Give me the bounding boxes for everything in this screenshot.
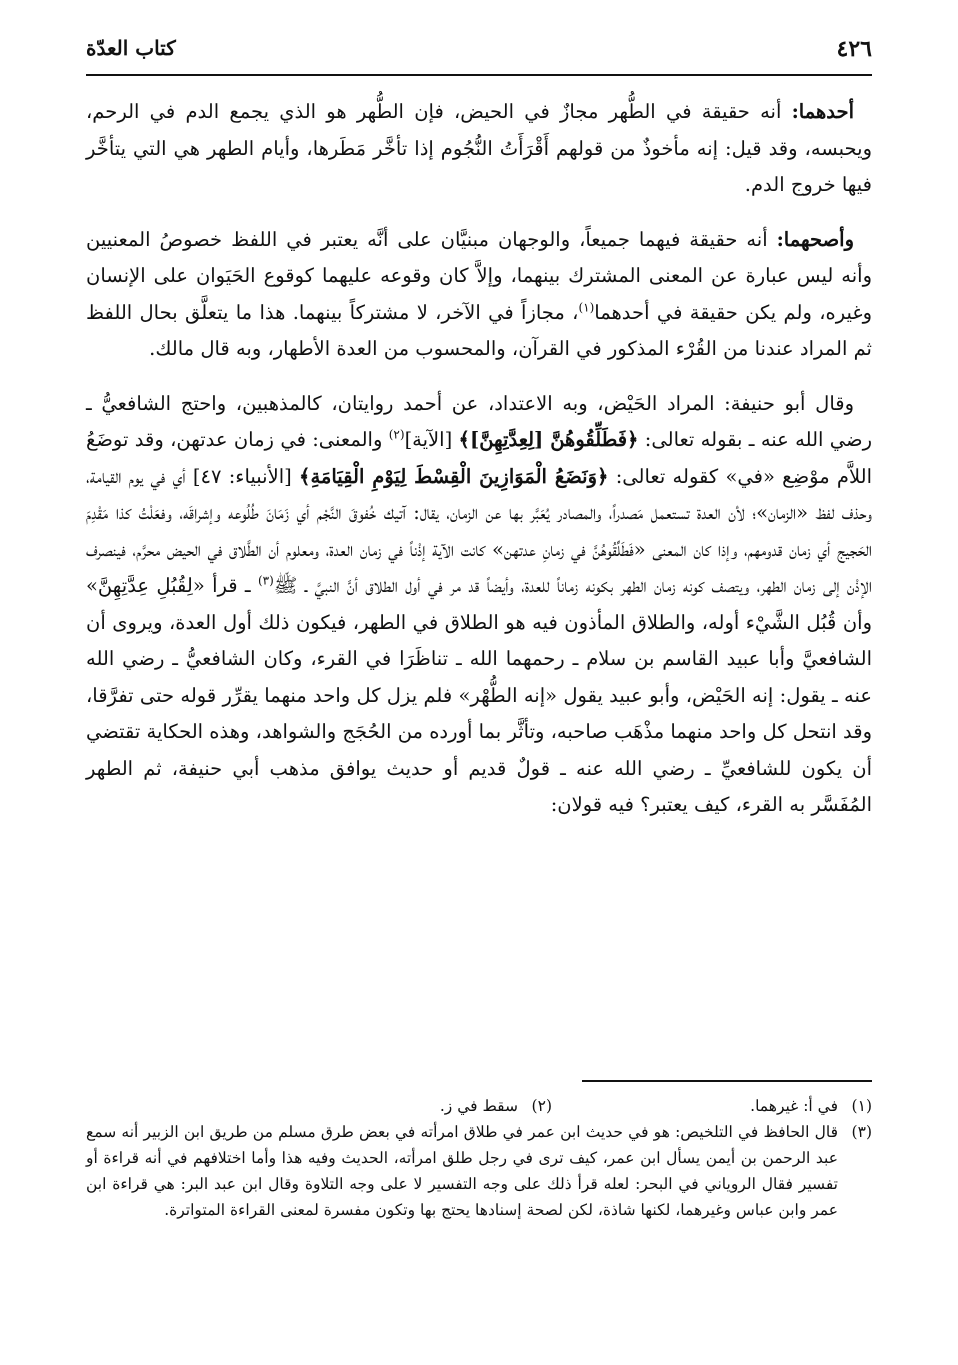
paragraph-text: ـ قرأ «لِقُبُلِ عِدَّتِهِنَّ» وأن قُبُل الشَّيْء أوله، والطلاق المأذون فيه هو الطلاق في الطهر، فيكون ذلك أول العدة، ويروى أن الشافعيَّ وأبا عبيد القاسم بن سلام ـ رحمهما الله ـ تناظَرَا في القرء، وكان الشافعيُّ ـ رضي الله عنه ـ يقول: إنه الحَيْض، وأبو عبيد يقول «إنه الطُّهْر» فلم يزل كل واحد منهما يقرِّر قوله حتى تفرَّقا، وقد انتحل كل واحد منهما مذْهَب صاحبه، وتأثَّر بما أورده من الحُجَج والشواهد، وهذه الحكاية تقتضي أن يكون للشافعيِّ ـ رضي الله عنه ـ قولٌ قديم أو حديث يوافق مذهب أبي حنيفة، ثم الطهر المُفَسَّر به القرء، كيف يعتبر؟ فيه قولان: (86, 574, 872, 816)
paragraph-text: والمعنى: في زمان عدتهن، وقد توضَعُ اللاَّم موْضِع «في» كقوله تعالى: (86, 428, 872, 488)
footnote-text: قال الحافظ في التلخيص: هو في حديث ابن عمر في طلاق امرأته في بعض طرق مسلم من طريق ابن الزبير أنه سمع عبد الرحمن بن أيمن يسأل ابن عمر، كيف ترى في رجل طلق امرأته، الحديث وفيه هذا وأما اختلافهم في أنه قراءة أو تفسير فقال الروياني في البحر: لعله قرأ ذلك على وجه التفسير لا على وجه التلاوة وقال ابن عبد البر: هي قراءة ابن عمر وابن عباس وغيرهما، لكنها شاذة، لكن لصحة إسنادها يحتج بها وتكون مفسرة لمعنى القراءة المتواترة. (86, 1123, 838, 1219)
footnote-1 (552, 1093, 872, 1119)
main-text (86, 94, 872, 842)
quran-verse: ﴿فَطَلِّقُوهُنَّ [لِعِدَّتِهِنَّ]﴾ (458, 428, 639, 451)
footnote-ref-2: (٢) (388, 427, 405, 442)
footnote-row (86, 1093, 872, 1119)
footnote-text: سقط في ز. (439, 1097, 518, 1115)
paragraph-lead: وأصحهما: (776, 227, 854, 251)
paragraph-lead: أحدهما: (791, 100, 854, 123)
paragraph-first-view (86, 94, 872, 204)
footnote-3 (86, 1119, 872, 1223)
footnote-rule (582, 1080, 872, 1082)
footnotes (86, 1093, 872, 1225)
footnote-ref-3: (٣) (257, 573, 274, 588)
header-rule (86, 74, 872, 76)
footnote-number: (٢) (531, 1097, 552, 1115)
page-number: ٤٢٦ (836, 36, 872, 62)
paragraph-correct-view (86, 222, 872, 368)
paragraph-abu-hanifa (86, 386, 872, 824)
paragraph-text: أنه حقيقة في الطُّهر مجازٌ في الحيض، فإن الطُّهر هو الذي يجمع الدم في الرحم، ويحبسه، وقد قيل: إنه مأخوذٌ من قولهم أَقْرَأَتُ النُّجُوم إذا تأخَّر مَطَرها، وأيام الطهر هي التي يتأخَّر فيها خروج الدم. (86, 100, 872, 196)
footnote-number: (١) (851, 1097, 872, 1115)
footnote-2 (232, 1093, 552, 1119)
paragraph-text: أنه حقيقة فيهما جميعاً، والوجهان مبنيَّان على أنَّه يعتبر في اللفظ خصوصُ المعنيين وأنه ليس عبارة عن المعنى المشترك بينهما، وإلاَّ كان وقوعه عليهما كوقوع الحَيَوان على الإنسان وغيره، ولم يكن حقيقة في أحدهما (86, 227, 872, 324)
footnote-ref-1: (١) (578, 300, 595, 314)
paragraph-text: وقال أبو حنيفة: المراد الحَيْض، وبه الاعتداد، عن أحمد روايتان، كالمذهبين، واحتج الشافعيُّ ـ رضي الله عنه ـ بقوله تعالى: (86, 391, 872, 451)
paragraph-text: [الآية] (404, 428, 459, 451)
running-header (86, 36, 872, 72)
paragraph-text: ، مجازاً في الآخر، لا مشتركاً بينهما. هذا ما يتعلَّق بحال اللفظ ثم المراد عندنا من القُرْء المذكور في القرآن، والمحسوب من العدة الأطهار، وبه قال مالك. (86, 300, 872, 360)
paragraph-text: [الأنبياء: ٤٧] أي في يوم القيامة، وحذف لفظ «الزمان»؛ لأن العدة تستعمل مَصدراً، والمصادر يُعَبَّر بها عن الزمان، يقال: آتيك خُفوقَ النَّجْم أي زَمَانَ طُلُوعه وإشراقَه، وفعَلْتُ كذا مَقْدِمَ الحَجيج أي زمان قدومهم، وإذا كان المعنى «فَطَلِّقُوهُنَّ في زمانِ عدتهن» كانت الآية إذْناً في زمان العدة، ومعلوم أن الطَّلاق في الحيض محرَّم، فينصرف الإذْن إلى زمان الطهر، ويتصف كونه زمان الطهر بكونه زماناً للعدة، وأيضاً قد مر في أول الطلاق أنَّ النبيَّ ـ ﷺ (86, 464, 873, 597)
footnote-number: (٣) (851, 1123, 872, 1141)
footnote-text: في أ: غيرهما. (750, 1097, 838, 1115)
book-title: كتاب العدّة (86, 36, 176, 60)
quran-verse: ﴿وَنَضَعُ الْمَوَازِينَ الْقِسْطَ لِيَوْمِ الْقِيَامَةِ﴾ (299, 464, 609, 488)
